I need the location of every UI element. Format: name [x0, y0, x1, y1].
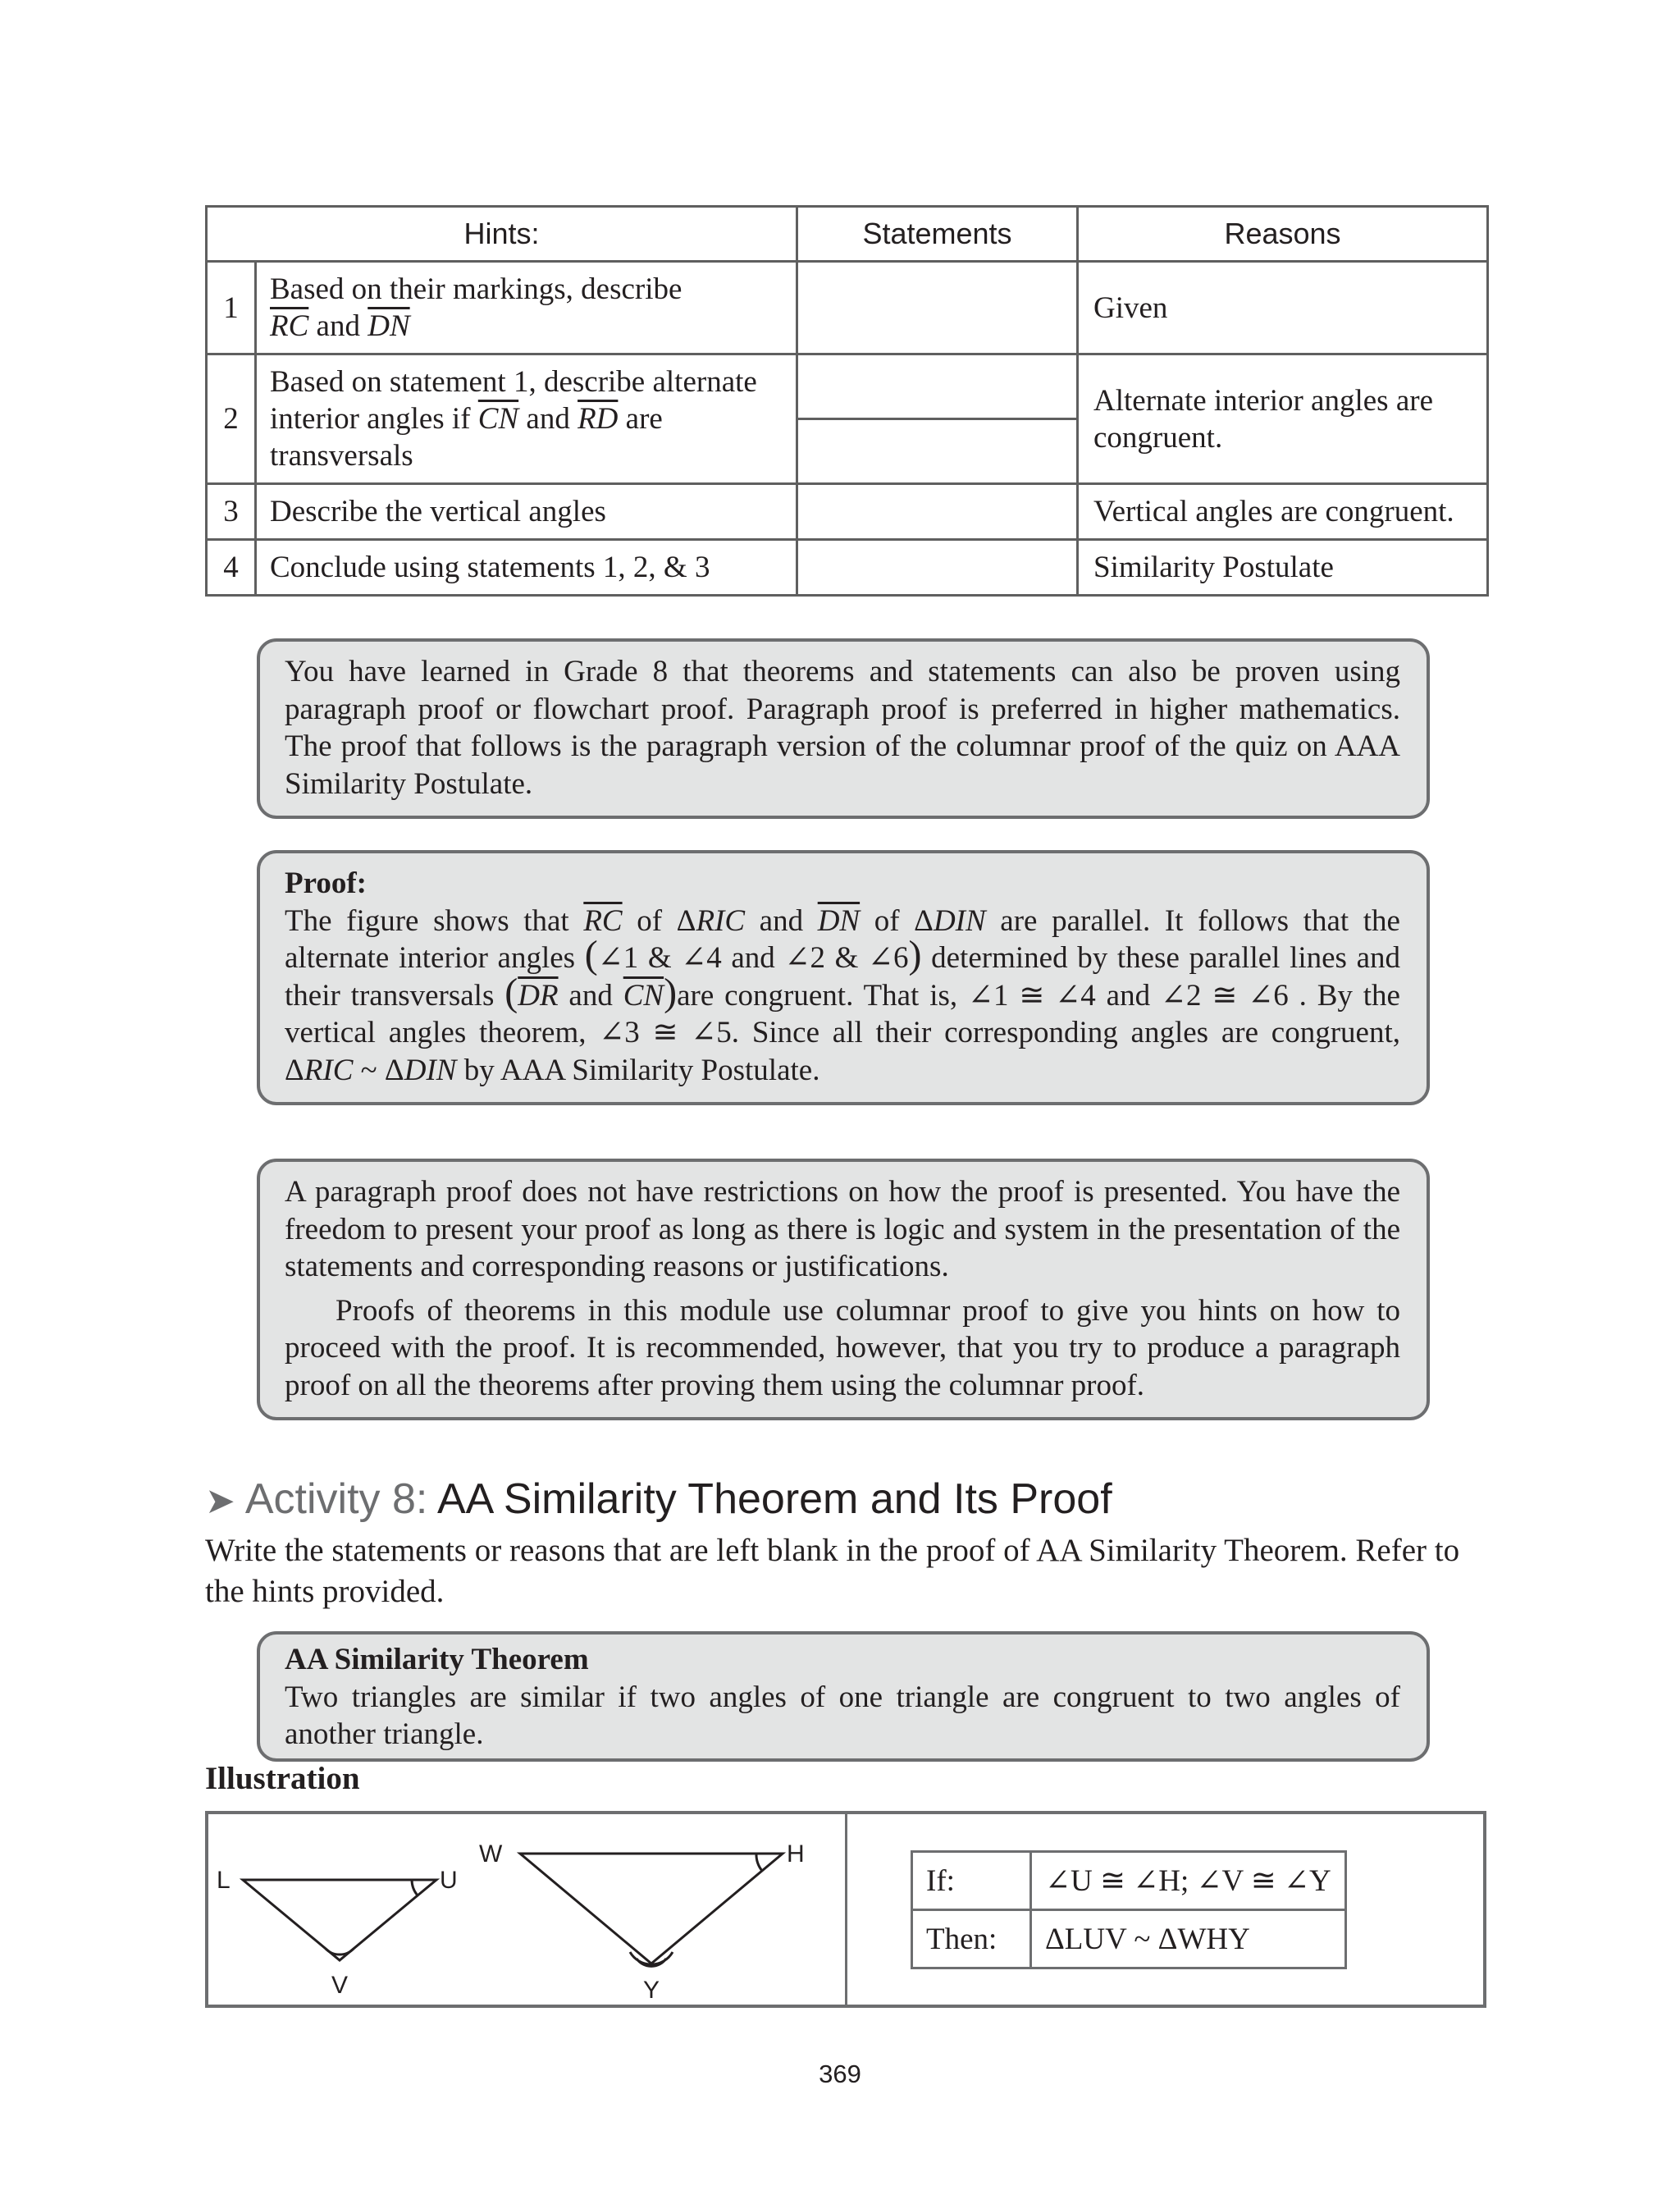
- statement-blank[interactable]: [798, 418, 1076, 482]
- row-hint: [256, 354, 797, 484]
- segment-label: $\overline{CN}$: [477, 402, 519, 436]
- proof-fragment: of Δ: [622, 903, 696, 938]
- illustration-label: Illustration: [205, 1761, 360, 1796]
- hint-text: Based on their markings, describe: [270, 272, 682, 306]
- row-number: 3: [207, 484, 256, 540]
- then-row: [912, 1910, 1346, 1968]
- row-number: 2: [207, 354, 256, 484]
- triangle-luv: [243, 1880, 436, 1960]
- then-value: ΔLUV ~ ΔWHY: [1031, 1910, 1346, 1968]
- hint-text: and: [518, 402, 578, 436]
- table-row: [207, 540, 1488, 596]
- activity-title: AA Similarity Theorem and Its Proof: [427, 1475, 1112, 1523]
- paragraph-proof-explanation: [257, 1159, 1430, 1420]
- activity-heading: [205, 1473, 1112, 1528]
- then-label: Then:: [912, 1910, 1031, 1968]
- vertex-h: H: [787, 1840, 805, 1868]
- if-row: [912, 1852, 1346, 1910]
- triangle-name: RIC: [696, 903, 746, 938]
- statement-split: [798, 355, 1076, 482]
- if-label: If:: [912, 1852, 1031, 1910]
- note-text: You have learned in Grade 8 that theorems and statements can also be proven using paragraph proof or flowchart proof. Paragraph proof is preferred in higher mathematics. The proof that follows is the paragraph version of the columnar proof of the quiz on AAA Similarity Postulate.: [285, 655, 1400, 801]
- table-row: [207, 354, 1488, 484]
- proof-fragment: are congruent. That is, ∠1 ≅ ∠4 and ∠2 ≅ ∠6 . By the vertical angles theorem, ∠3 ≅ ∠5. Since all their corresponding angles are congruent, Δ: [285, 978, 1400, 1087]
- row-hint: [256, 262, 797, 354]
- row-hint: Conclude using statements 1, 2, & 3: [256, 540, 797, 596]
- hint-text: are transversals: [270, 402, 663, 473]
- proof-fragment: ~ Δ: [353, 1053, 404, 1087]
- proof-fragment: of Δ: [860, 903, 934, 938]
- alternate-angles: ∠1 & ∠4 and ∠2 & ∠6: [597, 941, 909, 975]
- explanation-para-1: A paragraph proof does not have restrictions on how the proof is presented. You have the freedom to present your proof as long as there is logic and system in the presentation of the statements and corresponding reasons or justifications.: [285, 1175, 1400, 1283]
- table-header-row: [207, 207, 1488, 262]
- page-number: 369: [819, 2060, 861, 2088]
- row-reason: Vertical angles are congruent.: [1078, 484, 1488, 540]
- header-statements: Statements: [797, 207, 1078, 262]
- header-reasons: Reasons: [1078, 207, 1488, 262]
- statement-cell: [797, 354, 1078, 484]
- triangle-name: DIN: [933, 903, 986, 938]
- proof-fragment: and: [558, 978, 623, 1013]
- segment-label: $\overline{DN}$: [368, 309, 410, 343]
- row-hint: Describe the vertical angles: [256, 484, 797, 540]
- proof-table: [205, 205, 1489, 597]
- vertex-u: U: [440, 1867, 458, 1894]
- segment-label: $\overline{RC}$: [270, 309, 309, 343]
- table-row: [207, 262, 1488, 354]
- triangle-name: DIN: [404, 1053, 457, 1087]
- vertex-y: Y: [643, 1977, 660, 2004]
- row-number: 1: [207, 262, 256, 354]
- header-hints: Hints:: [207, 207, 797, 262]
- row-reason: Alternate interior angles are congruent.: [1078, 354, 1488, 484]
- activity-label: Activity 8:: [244, 1475, 428, 1523]
- explanation-para-2: Proofs of theorems in this module use columnar proof to give you hints on how to proceed with the proof. It is recommended, however, that you try to produce a paragraph proof on all the theorems after proving them using the columnar proof.: [285, 1293, 1400, 1402]
- row-reason: Similarity Postulate: [1078, 540, 1488, 596]
- segment-label: $\overline{RD}$: [578, 402, 619, 436]
- segment-label: $\overline{RC}$: [583, 903, 623, 938]
- vertex-v: V: [331, 1972, 349, 1999]
- arrow-icon: ➤: [205, 1481, 235, 1521]
- paragraph-proof-box: [257, 850, 1430, 1105]
- statement-blank[interactable]: [797, 540, 1078, 596]
- statement-blank[interactable]: [797, 484, 1078, 540]
- vertex-l: L: [217, 1867, 231, 1894]
- illustration-box: [205, 1811, 1486, 2008]
- vertex-w: W: [479, 1840, 503, 1868]
- segment-label: $\overline{DN}$: [817, 903, 861, 938]
- statement-blank[interactable]: [798, 355, 1076, 418]
- triangle-name: RIC: [304, 1053, 354, 1087]
- proof-fragment: are parallel. It follows that the alternate interior angles: [285, 903, 1400, 975]
- proof-fragment: The figure shows that: [285, 903, 584, 938]
- if-value: ∠U ≅ ∠H; ∠V ≅ ∠Y: [1031, 1852, 1346, 1910]
- segment-label: $\overline{CN}$: [623, 978, 664, 1013]
- segment-label: $\overline{DR}$: [518, 978, 559, 1013]
- triangle-figure: [208, 1814, 845, 2008]
- paragraph-proof-note: [257, 638, 1430, 819]
- proof-fragment: by AAA Similarity Postulate.: [456, 1053, 820, 1087]
- theorem-box: [257, 1631, 1430, 1762]
- theorem-title: AA Similarity Theorem: [285, 1643, 589, 1676]
- angle-mark-h: [756, 1854, 762, 1871]
- triangle-why: [520, 1854, 783, 1964]
- if-then-table: [911, 1850, 1347, 1969]
- proof-text: The figure shows that $\overline{RC}$ of ΔRIC and $\overline{DN}$ of ΔDIN are parallel. It follows that the alternate interior angles (∠1 & ∠4 and ∠2 & ∠6) determined by these parallel lines and their transversals ($\overline{DR}$ and $\overline{CN})are$ congruent. That is, ∠1 ≅ ∠4 and ∠2 ≅ ∠6 . By the vertical angles theorem, ∠3 ≅ ∠5. Since all their corresponding angles are congruent, ΔRIC ~ ΔDIN by AAA Similarity Postulate.: [285, 903, 1401, 1087]
- proof-fragment: and: [745, 903, 818, 938]
- activity-instructions: Write the statements or reasons that are left blank in the proof of AA Similarity Theorem. Refer to the hints provided.: [205, 1533, 1460, 1609]
- table-row: [207, 484, 1488, 540]
- angle-mark-u: [412, 1880, 418, 1895]
- row-number: 4: [207, 540, 256, 596]
- hint-text: and: [308, 309, 368, 343]
- proof-title: Proof:: [285, 866, 367, 900]
- proof-fragment: determined by these parallel lines and their transversals: [285, 941, 1401, 1013]
- theorem-text: Two triangles are similar if two angles of one triangle are congruent to two angles of another triangle.: [285, 1680, 1400, 1751]
- illustration-divider: [845, 1814, 847, 2005]
- statement-blank[interactable]: [797, 262, 1078, 354]
- hint-text: Based on statement 1, describe alternate interior angles if: [270, 365, 757, 436]
- row-reason: Given: [1078, 262, 1488, 354]
